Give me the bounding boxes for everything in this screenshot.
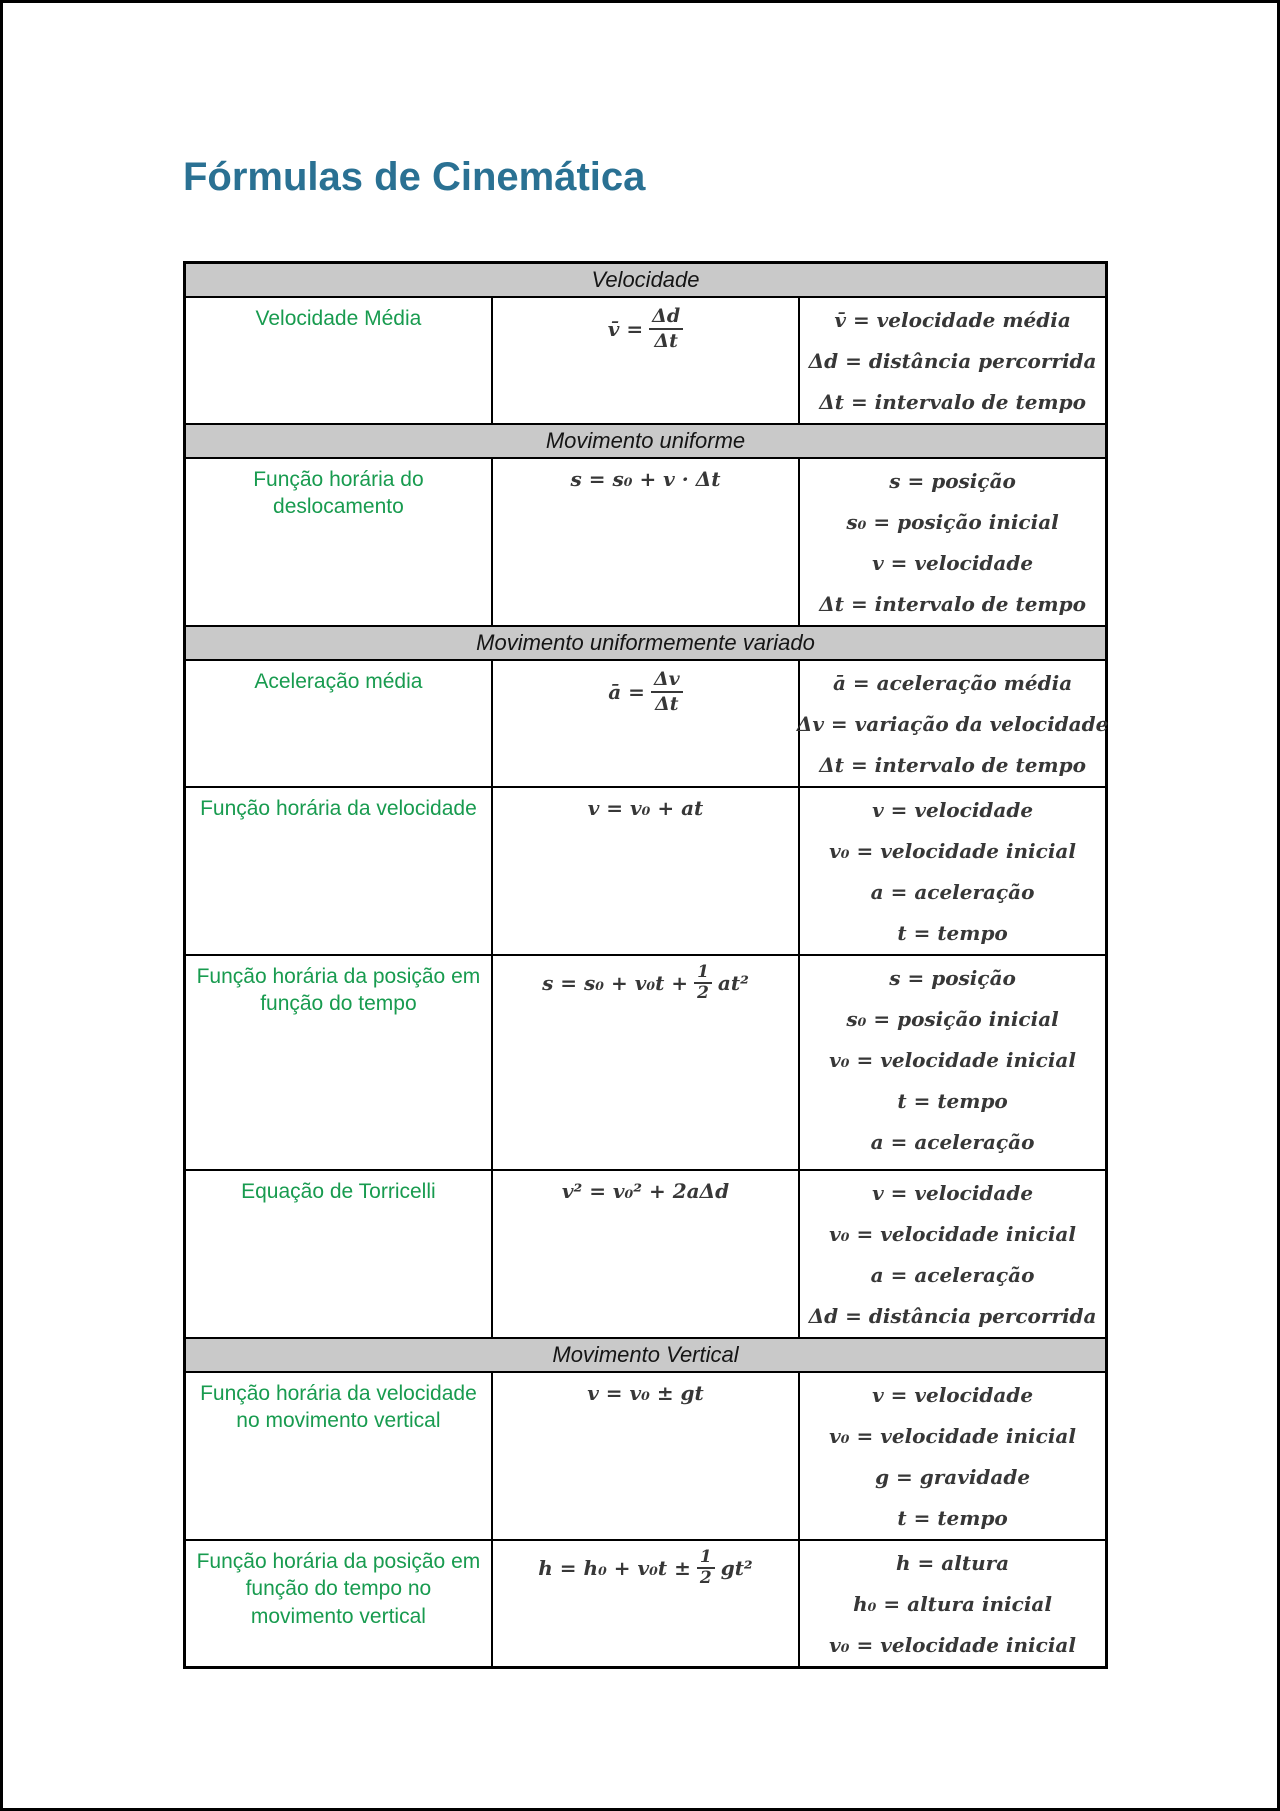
definition-line: Δt = intervalo de tempo [819, 390, 1086, 414]
section-header-movimento-uniformemente-variado: Movimento uniformemente variado [185, 626, 1107, 660]
fraction [651, 669, 683, 717]
definition-line: s = posição [889, 966, 1016, 990]
fraction-denominator: Δt [655, 693, 679, 716]
definition-line: Δd = distância percorrida [808, 349, 1097, 373]
fraction [697, 1546, 715, 1589]
formula-expression [497, 304, 794, 354]
formula-cell [492, 787, 799, 955]
fraction [694, 961, 712, 1004]
definitions-cell [799, 1540, 1106, 1668]
formula-pre: s = s₀ + v₀t + [542, 971, 689, 996]
definition-line: Δv = variação da velocidade [796, 712, 1109, 736]
fraction-numerator: Δd [649, 306, 683, 331]
definition-line: a = aceleração [870, 1130, 1035, 1154]
concept-label: Aceleração média [254, 669, 423, 693]
formula-cell [492, 1540, 799, 1668]
definition-line: t = tempo [897, 1506, 1008, 1530]
definition-line: s₀ = posição inicial [846, 1007, 1059, 1031]
formula-pre: ā = [608, 680, 645, 705]
formula-expression [497, 465, 794, 491]
concept-cell [185, 660, 492, 787]
section-row-movimento-vertical [185, 1338, 1107, 1372]
definition-line: a = aceleração [870, 880, 1035, 904]
definition-line: h = altura [896, 1551, 1010, 1575]
fraction-denominator: 2 [699, 1568, 712, 1589]
fraction-numerator: Δv [651, 669, 683, 694]
concept-cell [185, 1372, 492, 1540]
formula-cell [492, 297, 799, 424]
formula-expression [497, 962, 794, 1004]
definitions-cell [799, 1170, 1106, 1338]
concept-label: Função horária da posição em função do tempo [196, 964, 481, 1016]
concept-label: Equação de Torricelli [241, 1179, 436, 1203]
definition-line: Δd = distância percorrida [808, 1304, 1097, 1328]
row-funcao-horaria-velocidade [185, 787, 1107, 955]
definition-line: Δt = intervalo de tempo [819, 592, 1086, 616]
definition-line: v₀ = velocidade inicial [829, 839, 1076, 863]
formula-cell [492, 955, 799, 1170]
concept-cell [185, 297, 492, 424]
row-aceleracao-media [185, 660, 1107, 787]
fraction-numerator: 1 [694, 964, 712, 985]
formula-text: v = v₀ ± gt [587, 1380, 704, 1405]
formula-expression [497, 1547, 794, 1589]
page-title: Fórmulas de Cinemática [183, 155, 646, 199]
definitions-cell [796, 660, 1109, 787]
definition-line: t = tempo [897, 1089, 1008, 1113]
concept-cell [185, 955, 492, 1170]
definitions-cell [799, 1372, 1106, 1540]
fraction [649, 306, 683, 354]
fraction-denominator: Δt [654, 330, 678, 353]
formula-expression [497, 794, 794, 820]
definition-line: a = aceleração [870, 1263, 1035, 1287]
concept-label: Função horária da velocidade no movimento vertical [200, 1381, 477, 1433]
row-funcao-horaria-deslocamento [185, 458, 1107, 626]
section-row-velocidade [185, 263, 1107, 297]
definition-line: h₀ = altura inicial [853, 1592, 1052, 1616]
formula-pre: h = h₀ + v₀t ± [538, 1556, 691, 1581]
definition-line: s₀ = posição inicial [846, 510, 1059, 534]
concept-cell [185, 787, 492, 955]
formula-expression [497, 667, 794, 717]
formula-post: at² [717, 971, 749, 996]
definition-line: ā = aceleração média [832, 671, 1073, 695]
definition-line: v = velocidade [872, 1383, 1034, 1407]
definitions-cell [799, 458, 1106, 626]
definition-line: t = tempo [897, 921, 1008, 945]
definition-line: v = velocidade [872, 798, 1034, 822]
definition-line: v₀ = velocidade inicial [829, 1222, 1076, 1246]
formula-expression [497, 1379, 794, 1405]
section-row-movimento-uniformemente-variado [185, 626, 1107, 660]
section-header-velocidade: Velocidade [185, 263, 1107, 297]
formula-expression [497, 1177, 794, 1203]
formula-table [183, 261, 1108, 1669]
section-header-movimento-vertical: Movimento Vertical [185, 1338, 1107, 1372]
definition-line: Δt = intervalo de tempo [819, 753, 1086, 777]
formula-post: gt² [720, 1556, 753, 1581]
definitions-cell [799, 297, 1106, 424]
formula-text: v = v₀ + at [587, 795, 704, 820]
formula-cell [492, 458, 799, 626]
definition-line: v̄ = velocidade média [834, 308, 1071, 332]
definition-line: v₀ = velocidade inicial [829, 1633, 1076, 1657]
concept-cell [185, 1170, 492, 1338]
row-funcao-horaria-posicao [185, 955, 1107, 1170]
concept-label: Função horária da velocidade [200, 796, 477, 820]
definition-line: v = velocidade [872, 551, 1034, 575]
section-header-movimento-uniforme: Movimento uniforme [185, 424, 1107, 458]
formula-text: v² = v₀² + 2aΔd [561, 1178, 730, 1203]
formula-pre: v̄ = [607, 317, 644, 342]
concept-cell [185, 458, 492, 626]
row-funcao-horaria-velocidade-vertical [185, 1372, 1107, 1540]
concept-label: Velocidade Média [255, 306, 422, 330]
row-velocidade-media [185, 297, 1107, 424]
row-funcao-horaria-posicao-vertical [185, 1540, 1107, 1668]
formula-text: s = s₀ + v · Δt [570, 466, 721, 491]
definitions-cell [799, 787, 1106, 955]
concept-cell [185, 1540, 492, 1668]
definition-line: s = posição [889, 469, 1016, 493]
formula-cell [492, 660, 799, 787]
fraction-numerator: 1 [697, 1549, 715, 1570]
concept-label: Função horária da posição em função do tempo no movimento vertical [196, 1549, 481, 1628]
row-equacao-torricelli [185, 1170, 1107, 1338]
section-row-movimento-uniforme [185, 424, 1107, 458]
definition-line: v₀ = velocidade inicial [829, 1424, 1076, 1448]
definition-line: v = velocidade [872, 1181, 1034, 1205]
formula-cell [492, 1372, 799, 1540]
definitions-cell [799, 955, 1106, 1170]
definition-line: v₀ = velocidade inicial [829, 1048, 1076, 1072]
definition-line: g = gravidade [875, 1465, 1031, 1489]
concept-label: Função horária do deslocamento [253, 467, 424, 519]
formula-cell [492, 1170, 799, 1338]
fraction-denominator: 2 [697, 983, 709, 1004]
